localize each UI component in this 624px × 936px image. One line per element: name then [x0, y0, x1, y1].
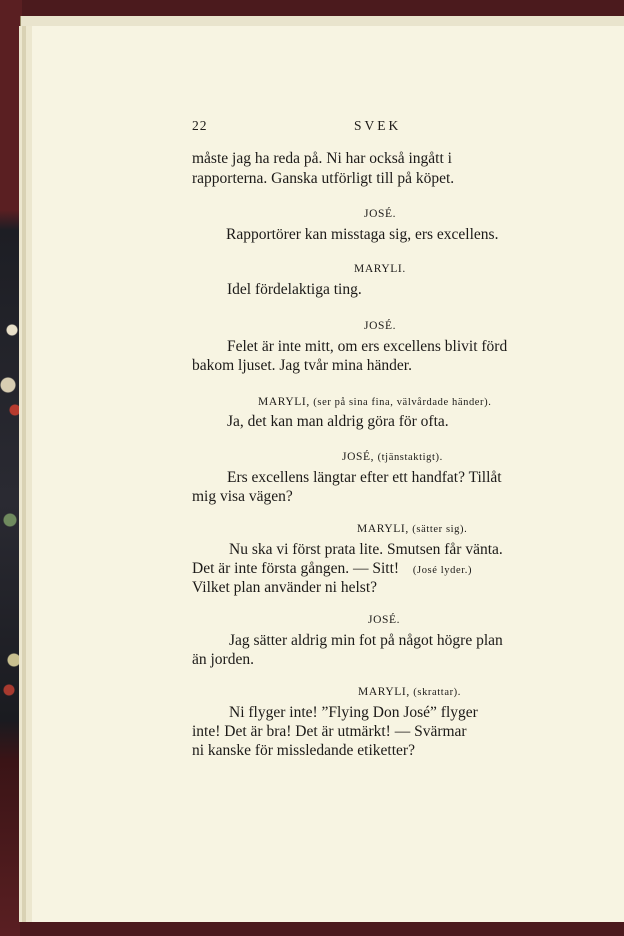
stage-direction: (sätter sig).	[412, 524, 468, 535]
speaker-name: MARYLI,	[258, 396, 310, 408]
speaker-line	[258, 396, 491, 408]
speaker-name: JOSÉ.	[364, 320, 397, 332]
text-line	[192, 560, 472, 578]
stage-direction: (ser på sina fina, välvårdade händer).	[313, 397, 492, 408]
stage-direction: (tjänstaktigt).	[377, 452, 443, 463]
speaker-line	[357, 523, 467, 535]
text-line: Ers excellens längtar efter ett handfat? Tillåt	[227, 469, 502, 486]
speaker-name: MARYLI.	[354, 263, 406, 275]
text-line: Ni flyger inte! ”Flying Don José” flyger	[229, 704, 478, 721]
text-line: mig visa vägen?	[192, 488, 293, 505]
running-title: SVEK	[354, 118, 402, 133]
text-line: ni kanske för missledande etiketter?	[192, 742, 415, 759]
book-page	[32, 26, 624, 922]
text-line: rapporterna. Ganska utförligt till på köpet.	[192, 170, 455, 187]
text-line: Felet är inte mitt, om ers excellens blivit förd	[227, 338, 508, 355]
text-line: bakom ljuset. Jag tvår mina händer.	[192, 357, 412, 374]
speaker-name: JOSÉ.	[368, 614, 401, 626]
speaker-name: MARYLI,	[358, 686, 410, 698]
text-line: än jorden.	[192, 651, 254, 668]
text-segment: Det är inte första gången. — Sitt!	[192, 560, 400, 577]
text-line: Vilket plan använder ni helst?	[192, 579, 378, 596]
speaker-name: JOSÉ,	[342, 451, 375, 463]
speaker-name: MARYLI,	[357, 523, 409, 535]
text-line: Idel fördelaktiga ting.	[227, 281, 362, 298]
speaker-line	[342, 451, 443, 463]
stage-direction: (skrattar).	[413, 687, 461, 698]
text-line: Rapportörer kan misstaga sig, ers excellens.	[226, 226, 499, 243]
text-line: Ja, det kan man aldrig göra för ofta.	[227, 413, 449, 430]
speaker-line	[358, 686, 461, 698]
text-line: måste jag ha reda på. Ni har också ingått i	[192, 150, 452, 167]
page-number: 22	[192, 118, 208, 133]
text-line: Nu ska vi först prata lite. Smutsen får vänta.	[229, 541, 503, 558]
speaker-name: JOSÉ.	[364, 208, 397, 220]
text-line: Jag sätter aldrig min fot på något högre plan	[229, 632, 503, 649]
stage-direction: (José lyder.)	[412, 565, 473, 576]
text-line: inte! Det är bra! Det är utmärkt! — Svärmar	[192, 723, 467, 740]
